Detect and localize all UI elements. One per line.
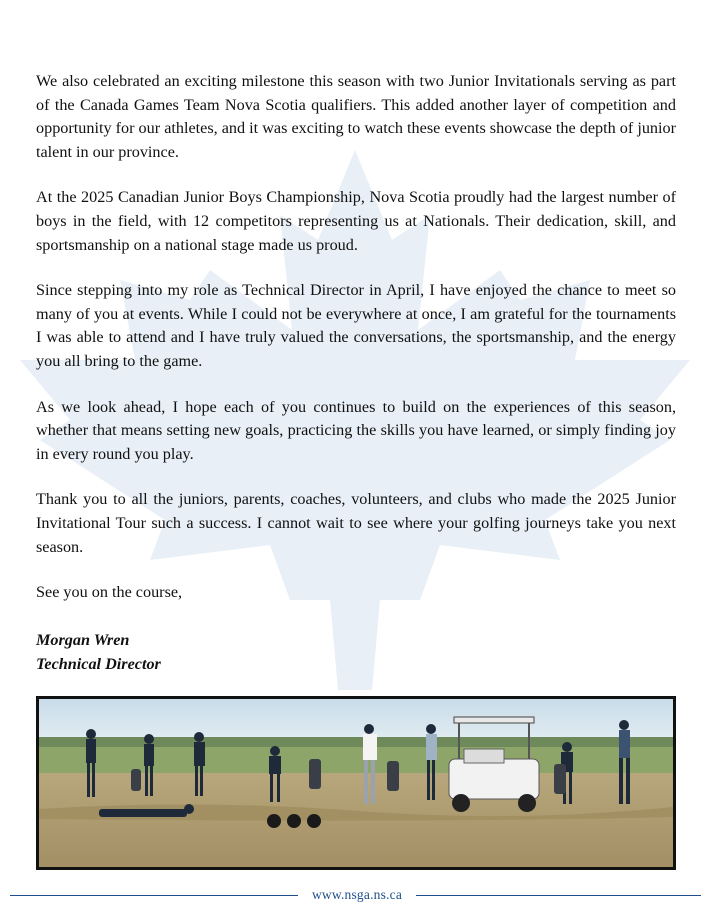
signature-title: Technical Director (36, 654, 161, 673)
page-footer (0, 885, 711, 911)
footer-rule-left (10, 895, 298, 896)
paragraph-milestone: We also celebrated an exciting milestone this season with two Junior Invitationals serving as part of the Canada Games Team Nova Scotia qualifiers. This added another layer of competition and opportunity for our athletes, and it was exciting to watch these events showcase the depth of junior talent in our province. (36, 72, 676, 161)
photo-illustration (39, 699, 673, 867)
closing-line: See you on the course, (36, 583, 183, 602)
signature-name: Morgan Wren (36, 630, 130, 649)
paragraph-thank-you: Thank you to all the juniors, parents, coaches, volunteers, and clubs who made the 2025 Junior Invitational Tour such a success. I cannot wait to see where your golfing journeys take you next season. (36, 490, 676, 556)
paragraph-championship: At the 2025 Canadian Junior Boys Championship, Nova Scotia proudly had the largest number of boys in the field, with 12 competitors representing us at Nationals. Their dedication, skill, and sportsmanship on a national stage made us proud. (36, 188, 676, 254)
paragraph-technical-director: Since stepping into my role as Technical Director in April, I have enjoyed the chance to meet so many of you at events. While I could not be everywhere at once, I am grateful for the tournaments I was able to attend and I have truly valued the conversations, the sportsmanship, and the energy you all bring to the game. (36, 281, 676, 370)
golf-group-photo (36, 696, 676, 870)
ground-objects (267, 814, 321, 828)
letter-body (36, 70, 676, 676)
paragraph-look-ahead: As we look ahead, I hope each of you continues to build on the experiences of this season, whether that means setting new goals, practicing the skills you have learned, or simply finding joy in every round you play. (36, 397, 676, 463)
footer-rule-right (416, 895, 701, 896)
footer-website-link[interactable]: www.nsga.ns.ca (311, 887, 403, 902)
